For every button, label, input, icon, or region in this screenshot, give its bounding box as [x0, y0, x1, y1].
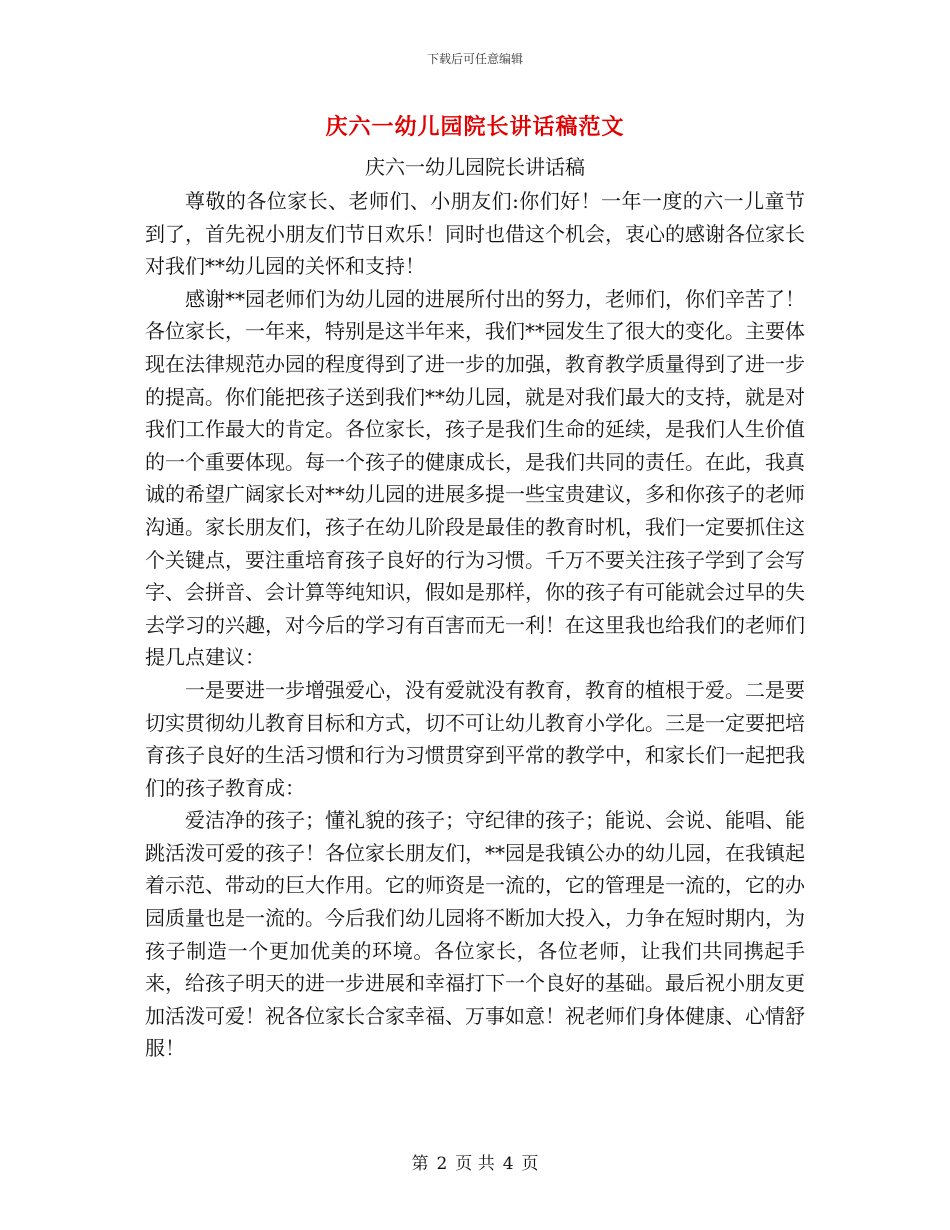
- footer-current-page: 2: [436, 1154, 448, 1174]
- footer-middle: 页 共: [455, 1154, 495, 1174]
- paragraph-greeting: 尊敬的各位家长、老师们、小朋友们:你们好！一年一度的六一儿童节到了，首先祝小朋友们节日欢乐！同时也借这个机会，衷心的感谢各位家长对我们**幼儿园的关怀和支持！: [145, 189, 805, 279]
- page-header-note: 下载后可任意编辑: [426, 52, 523, 66]
- paragraph-closing: 爱洁净的孩子；懂礼貌的孩子；守纪律的孩子；能说、会说、能唱、能跳活泼可爱的孩子！各位家长朋友们，**园是我镇公办的幼儿园，在我镇起着示范、带动的巨大作用。它的师资是一流的，它的管理是一流的，它的办园质量也是一流的。今后我们幼儿园将不断加大投入，力争在短时期内，为孩子制造一个更加优美的环境。各位家长，各位老师，让我们共同携起手来，给孩子明天的进一步进展和幸福打下一个良好的基础。最后祝小朋友更加活泼可爱！祝各位家长合家幸福、万事如意！祝老师们身体健康、心情舒服！: [145, 808, 805, 1061]
- document-body: [145, 185, 805, 1065]
- footer-total-pages: 4: [502, 1154, 514, 1174]
- page-footer: [0, 1152, 950, 1176]
- footer-prefix: 第: [411, 1154, 429, 1174]
- footer-suffix: 页: [521, 1154, 539, 1174]
- paragraph-suggestions: 一是要进一步增强爱心，没有爱就没有教育，教育的植根于爱。二是要切实贯彻幼儿教育目标和方式，切不可让幼儿教育小学化。三是一定要把培育孩子良好的生活习惯和行为习惯贯穿到平常的教学中，和家长们一起把我们的孩子教育成：: [145, 677, 805, 800]
- document-subtitle: 庆六一幼儿园院长讲话稿: [365, 155, 585, 179]
- document-title: 庆六一幼儿园院长讲话稿范文: [325, 114, 625, 140]
- paragraph-thanks-teachers: 感谢**园老师们为幼儿园的进展所付出的努力，老师们，你们辛苦了！各位家长，一年来，特别是这半年来，我们**园发生了很大的变化。主要体现在法律规范办园的程度得到了进一步的加强，教育教学质量得到了进一步的提高。你们能把孩子送到我们**幼儿园，就是对我们最大的支持，就是对我们工作最大的肯定。各位家长，孩子是我们生命的延续，是我们人生价值的一个重要体现。每一个孩子的健康成长，是我们共同的责任。在此，我真诚的希望广阔家长对**幼儿园的进展多提一些宝贵建议，多和你孩子的老师沟通。家长朋友们，孩子在幼儿阶段是最佳的教育时机，我们一定要抓住这个关键点，要注重培育孩子良好的行为习惯。千万不要关注孩子学到了会写字、会拼音、会计算等纯知识，假如是那样，你的孩子有可能就会过早的失去学习的兴趣，对今后的学习有百害而无一利！在这里我也给我们的老师们提几点建议：: [145, 286, 805, 670]
